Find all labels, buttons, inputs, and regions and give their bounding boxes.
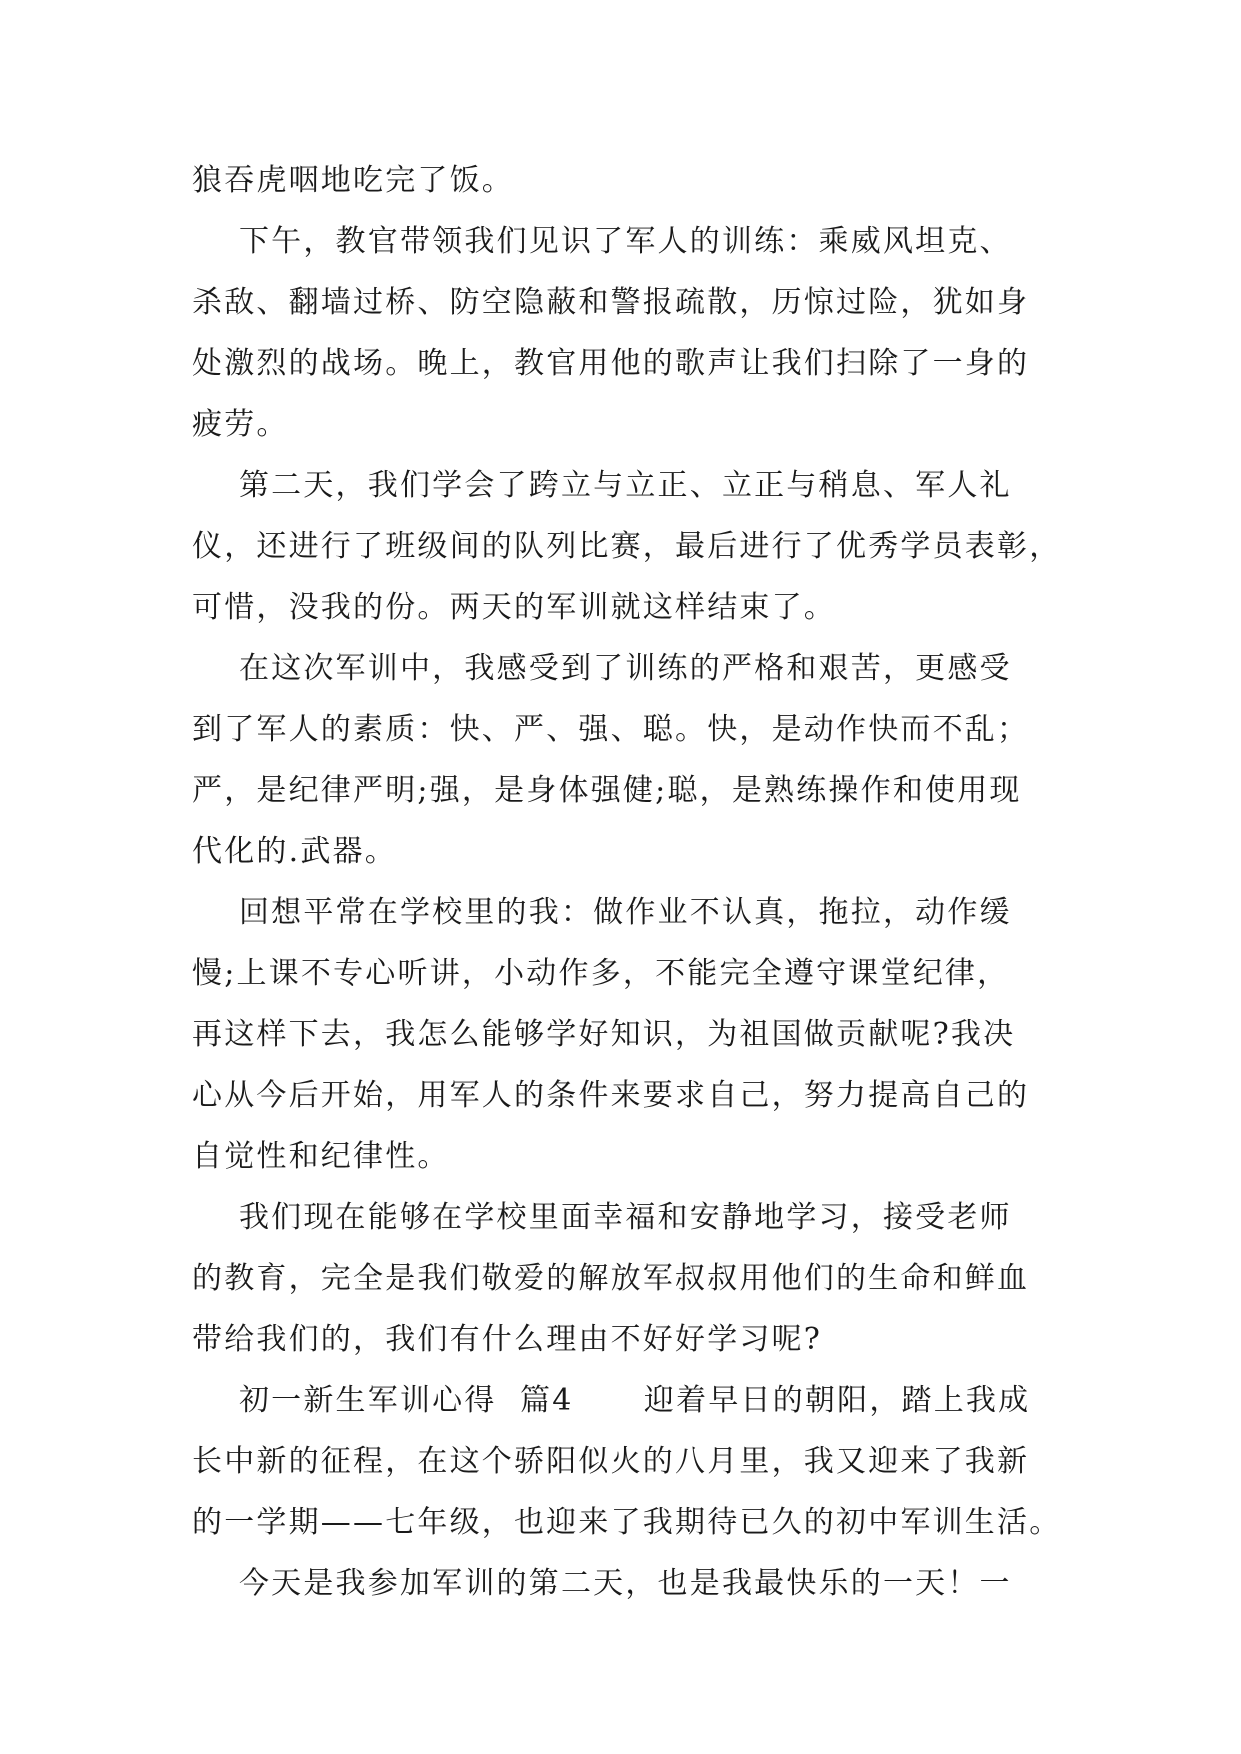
text-line: 严，是纪律严明;强，是身体强健;聪，是熟练操作和使用现	[192, 773, 1022, 808]
text-line: 疲劳。	[192, 407, 289, 442]
text-line: 长中新的征程，在这个骄阳似火的八月里，我又迎来了我新	[192, 1444, 1030, 1479]
body-text	[192, 150, 1072, 1614]
text-line: 在这次军训中，我感受到了训练的严格和艰苦，更感受	[192, 651, 1012, 686]
text-line: 处激烈的战场。晚上，教官用他的歌声让我们扫除了一身的	[192, 346, 1030, 381]
text-line: 慢;上课不专心听讲，小动作多，不能完全遵守课堂纪律，	[192, 956, 1010, 991]
text-line: 今天是我参加军训的第二天，也是我最快乐的一天！一	[192, 1566, 1012, 1601]
text-line: 第二天，我们学会了跨立与立正、立正与稍息、军人礼	[192, 468, 1012, 503]
text-line: 回想平常在学校里的我：做作业不认真，拖拉，动作缓	[192, 895, 1012, 930]
text-line: 仪，还进行了班级间的队列比赛，最后进行了优秀学员表彰，	[192, 529, 1062, 564]
text-line: 可惜，没我的份。两天的军训就这样结束了。	[192, 590, 836, 625]
text-line: 带给我们的，我们有什么理由不好好学习呢?	[192, 1322, 823, 1357]
text-line: 再这样下去，我怎么能够学好知识，为祖国做贡献呢?我决	[192, 1017, 1016, 1052]
text-line: 自觉性和纪律性。	[192, 1139, 450, 1174]
text-line: 杀敌、翻墙过桥、防空隐蔽和警报疏散，历惊过险，犹如身	[192, 285, 1030, 320]
text-line: 狼吞虎咽地吃完了饭。	[192, 163, 514, 198]
text-line: 下午，教官带领我们见识了军人的训练：乘威风坦克、	[192, 224, 1012, 259]
text-line: 的一学期——七年级，也迎来了我期待已久的初中军训生活。	[192, 1505, 1062, 1540]
text-line: 代化的.武器。	[192, 834, 397, 869]
text-line: 到了军人的素质：快、严、强、聪。快，是动作快而不乱；	[192, 712, 1030, 747]
text-line: 初一新生军训心得 篇4 迎着早日的朝阳，踏上我成	[192, 1383, 1031, 1418]
text-line: 心从今后开始，用军人的条件来要求自己，努力提高自己的	[192, 1078, 1030, 1113]
text-line: 我们现在能够在学校里面幸福和安静地学习，接受老师	[192, 1200, 1012, 1235]
text-line: 的教育，完全是我们敬爱的解放军叔叔用他们的生命和鲜血	[192, 1261, 1030, 1296]
